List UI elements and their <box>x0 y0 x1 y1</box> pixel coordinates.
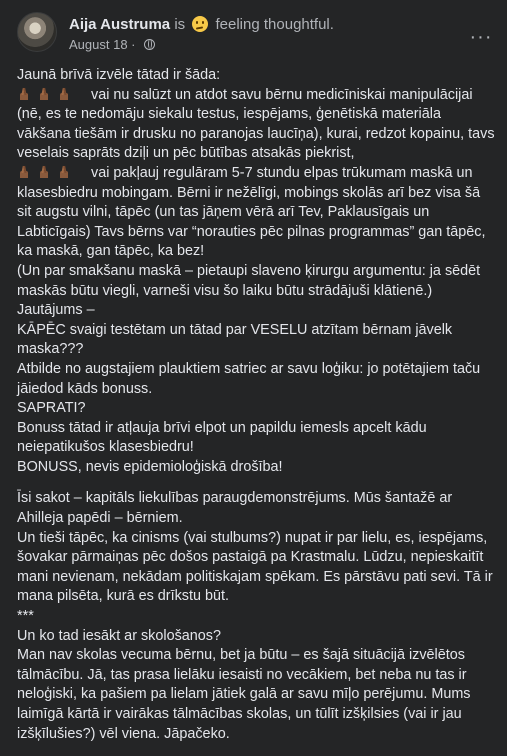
is-text: is <box>174 16 186 33</box>
post-paragraph <box>17 489 497 744</box>
more-options-button[interactable]: ··· <box>469 26 493 48</box>
post-date[interactable]: August 18 <box>69 37 128 52</box>
meta-separator: · <box>131 37 136 52</box>
feeling-text: feeling thoughtful. <box>215 16 334 33</box>
post-text: Jaunā brīvā izvēle tātad ir šāda: <box>17 67 221 83</box>
post-body <box>17 66 497 756</box>
thoughtful-emoji-icon <box>192 16 208 32</box>
post-title-line <box>69 15 334 35</box>
post-paragraph <box>17 66 497 477</box>
avatar[interactable] <box>17 12 57 52</box>
post-header <box>17 12 507 56</box>
post-meta <box>69 36 155 54</box>
crossed-fingers-icon <box>17 87 87 101</box>
post-text: vai pakļauj regulāram 5-7 stundu elpas trūkumam maskā un klasesbiedru mobingam. Bērni ir nežēlīgi, mobings skolās arī bez visa šā sit augstu vilni, tāpēc (un tas jāņem vērā arī Tev, Paklausīgais un Labticīgais) Tavs bērns var “norauties pēc pilnas programmas” gan tāpēc, ka maskā, gan tāpēc, ka bez! (Un par smakšanu maskā – pietaupi slaveno ķirurgu argumentu: ja sēdēt maskās būtu viegli, varneši visu šo laiku būtu strādājuši klātienē.) Jautājums – KĀPĒC svaigi testētam un tātad par VESELU atzītam bērnam jāvelk maska??? Atbilde no augstajiem plauktiem satriec ar savu loģiku: jo potētajiem taču jāiedod kāds bonuss. SAPRATI? Bonuss tātad ir atļauja brīvi elpot un papildu iemesls apcelt kādu neiepatikušos klasesbiedru! BONUSS, nevis epidemioloģiskā drošība! <box>17 164 486 475</box>
crossed-fingers-icon <box>17 165 87 179</box>
post-text: vai nu salūzt un atdot savu bērnu medicīniskai manipulācijai (nē, es te nedomāju siekalu testus, iespējams, ģenētiskā materiāla vākšana tiešām ir drusku no paranojas laucīņa), kurai, redzot kopainu, tavs veselais saprāts dziļi un pēc būtības atsakās piekrist, <box>17 86 495 162</box>
post-text: Īsi sakot – kapitāls liekulības paraugdemonstrējums. Mūs šantažē ar Ahilleja papēdi – bērniem. Un tieši tāpēc, ka cinisms (vai stulbums?) nupat ir par lielu, es, iespējams, šovakar pārmaiņas pēc došos pastaigā pa Krastmalu. Lūdzu, nepieskaitīt mani nevienam, nekādam politiskajam spēkam. Es pārstāvu pati sevi. Tā ir mana pilsēta, kurā es drīkstu būt. *** Un ko tad iesākt ar skološanos? Man nav skolas vecuma bērnu, bet ja būtu – es šajā situācijā izvēlētos tālmācību. Jā, tas prasa lielāku iesaisti no vecākiem, bet neba nu tas ir neloģiski, ka pašiem pa lielam jātiek galā ar savu mīļo perējumu. Mums laimīgā kārtā ir vairākas tālmācības skolas, un tūlīt izšķilsies (vai ir jau izšķīlušies?) vēl viena. Jāpačeko. <box>17 490 493 742</box>
author-name[interactable]: Aija Austruma <box>69 16 171 33</box>
globe-icon[interactable] <box>144 39 155 50</box>
